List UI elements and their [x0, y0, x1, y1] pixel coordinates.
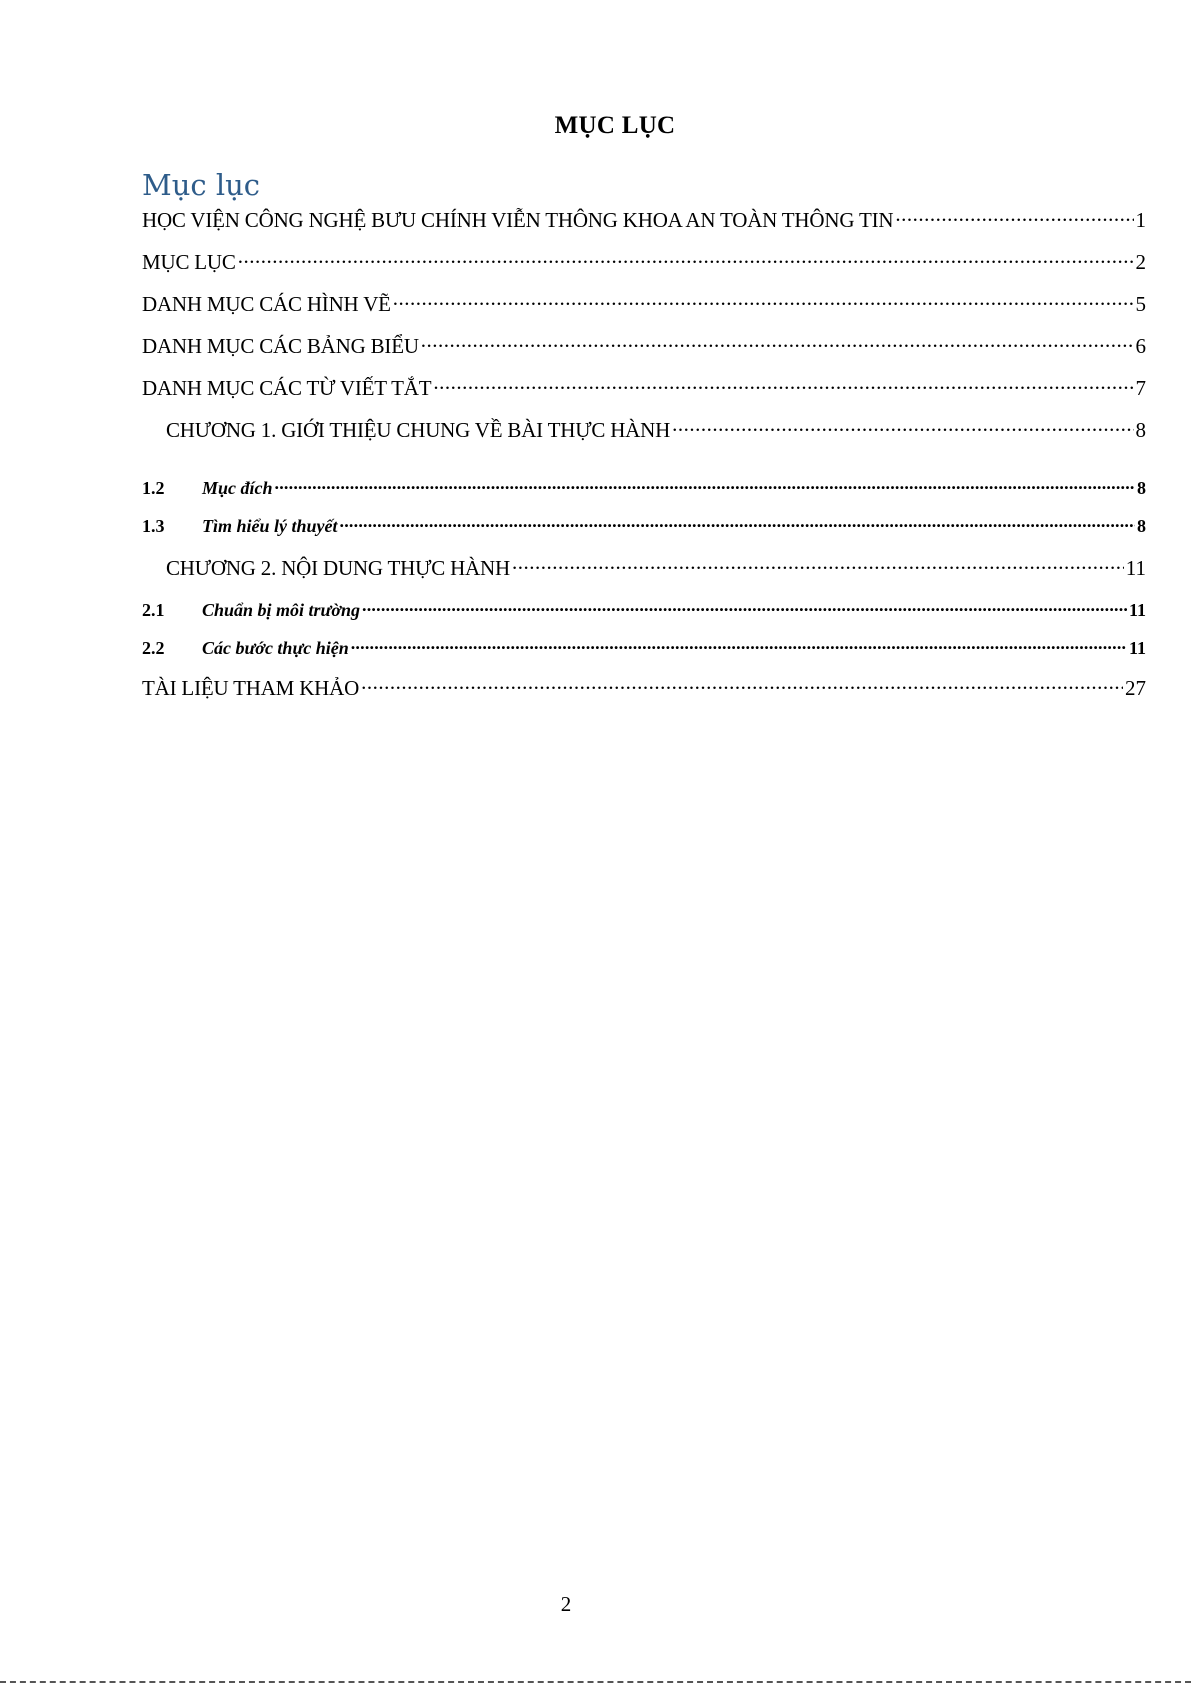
toc-page-number: 27	[1125, 676, 1146, 700]
toc-entry[interactable]	[142, 206, 1146, 233]
toc-leader-dots	[672, 416, 1133, 437]
toc-page-number: 6	[1135, 334, 1146, 358]
toc-entry-text: CHƯƠNG 2. NỘI DUNG THỰC HÀNH	[166, 556, 510, 580]
toc-entry-text: HỌC VIỆN CÔNG NGHỆ BƯU CHÍNH VIỄN THÔNG KHOA AN TOÀN THÔNG TIN	[142, 208, 894, 232]
toc-page-number: 8	[1137, 478, 1146, 498]
toc-leader-dots	[895, 206, 1133, 227]
toc-leader-dots	[351, 636, 1127, 654]
toc-entry-section[interactable]	[142, 514, 1146, 537]
page-bottom-divider	[0, 1681, 1191, 1683]
toc-entry-text: Tìm hiểu lý thuyết	[202, 516, 338, 536]
page-title: MỤC LỤC	[554, 112, 676, 139]
toc-entry-text: DANH MỤC CÁC BẢNG BIỂU	[142, 334, 419, 358]
toc-entry-section[interactable]	[142, 476, 1146, 499]
toc-entry-text: DANH MỤC CÁC TỪ VIẾT TẮT	[142, 376, 432, 400]
toc-entry[interactable]	[142, 374, 1146, 401]
toc-entry[interactable]	[142, 674, 1146, 701]
toc-section-number: 2.2	[142, 638, 165, 658]
toc-page-number: 5	[1135, 292, 1146, 316]
toc-entry[interactable]	[142, 248, 1146, 275]
toc-leader-dots	[433, 374, 1133, 395]
toc-leader-dots	[238, 248, 1134, 269]
toc-page-number: 1	[1135, 208, 1146, 232]
toc-section-number: 2.1	[142, 600, 165, 620]
toc-leader-dots	[275, 476, 1135, 494]
toc-entry-text: TÀI LIỆU THAM KHẢO	[142, 676, 360, 700]
toc-page-number: 2	[1135, 250, 1146, 274]
toc-leader-dots	[393, 290, 1134, 311]
toc-entry-text: Chuẩn bị môi trường	[202, 600, 361, 620]
toc-page-number: 11	[1125, 556, 1146, 580]
toc-leader-dots	[362, 598, 1127, 616]
toc-heading: Mục lục	[142, 168, 261, 202]
toc-page-number: 8	[1135, 418, 1146, 442]
toc-leader-dots	[340, 514, 1135, 532]
toc-page-number: 11	[1128, 638, 1146, 658]
toc-entry-text: CHƯƠNG 1. GIỚI THIỆU CHUNG VỀ BÀI THỰC HÀNH	[166, 418, 671, 442]
toc-entry-chapter[interactable]	[166, 416, 1146, 443]
toc-entry-text: Các bước thực hiện	[202, 638, 349, 658]
toc-leader-dots	[512, 554, 1124, 575]
toc-entry[interactable]	[142, 332, 1146, 359]
toc-section-number: 1.2	[142, 478, 165, 498]
toc-leader-dots	[421, 332, 1134, 353]
page-number: 2	[560, 1592, 572, 1616]
toc-entry-section[interactable]	[142, 636, 1146, 659]
toc-page-number: 8	[1137, 516, 1146, 536]
toc-entry-text: DANH MỤC CÁC HÌNH VẼ	[142, 292, 391, 316]
toc-entry-text: Mục đích	[202, 478, 273, 498]
toc-entry[interactable]	[142, 290, 1146, 317]
toc-page-number: 7	[1135, 376, 1146, 400]
toc-page-number: 11	[1128, 600, 1146, 620]
toc-entry-section[interactable]	[142, 598, 1146, 621]
toc-entry-text: MỤC LỤC	[142, 250, 236, 274]
toc-entry-chapter[interactable]	[166, 554, 1146, 581]
toc-section-number: 1.3	[142, 516, 165, 536]
toc-leader-dots	[361, 674, 1123, 695]
